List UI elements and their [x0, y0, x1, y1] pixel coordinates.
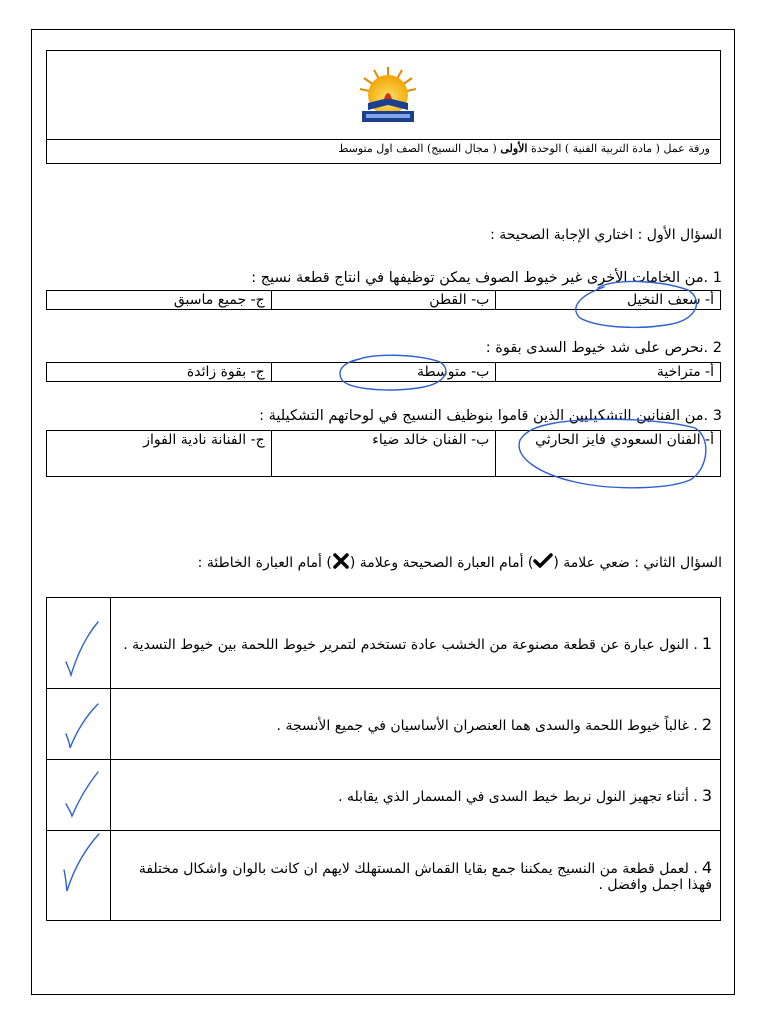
option-c[interactable]: ج- الفنانة نادية الفواز — [47, 431, 272, 477]
question-3: 3 .من الفنانين التشكيليين الذين قاموا بنوظيف النسيج في لوحاتهم التشكيلية : — [259, 408, 722, 424]
option-c[interactable]: ج- بقوة زائدة — [47, 363, 272, 382]
question-1: 1 .من الخامات الأخرى غير خيوط الصوف يمكن توظيفها في انتاج قطعة نسيج : — [251, 270, 722, 286]
statement-text: . غالباً خيوط اللحمة والسدى هما العنصران الأساسيان في جميع الأنسجة . — [276, 717, 698, 734]
table-row — [47, 689, 721, 760]
table-row — [47, 760, 721, 831]
statement-1 — [111, 598, 721, 689]
question-2-options — [46, 362, 721, 382]
answer-cell-2[interactable] — [47, 689, 111, 760]
section2-title-middle: ) أمام العبارة الصحيحة وعلامة ( — [349, 555, 534, 571]
answer-cell-3[interactable] — [47, 760, 111, 831]
caption-unit: الأولى — [500, 142, 528, 155]
section2-title-start: السؤال الثاني : ضعي علامة ( — [553, 555, 722, 571]
statement-number: 1 — [701, 633, 712, 653]
section1-title: السؤال الأول : اختاري الإجابة الصحيحة : — [490, 227, 722, 243]
question-1-options — [46, 290, 721, 310]
answer-cell-4[interactable] — [47, 831, 111, 921]
statement-4 — [111, 831, 721, 921]
true-false-table — [46, 597, 721, 921]
statement-3 — [111, 760, 721, 831]
option-b[interactable]: ب- الفنان خالد ضياء — [271, 431, 496, 477]
statement-number: 3 — [701, 785, 712, 805]
worksheet-header — [46, 50, 721, 164]
worksheet-caption — [338, 142, 710, 155]
table-row — [47, 598, 721, 689]
question-3-options — [46, 430, 721, 477]
option-a[interactable]: أ- متراخية — [496, 363, 721, 382]
question-2: 2 .نحرص على شد خيوط السدى بقوة : — [485, 340, 722, 356]
statement-text: . لعمل قطعة من النسيج يمكننا جمع بقايا القماش المستهلك لايهم ان كانت بالوان واشكال مختلفة فهذا اجمل وافضل . — [138, 861, 712, 893]
section2-title-end: ) أمام العبارة الخاطئة : — [197, 555, 332, 571]
option-a[interactable]: أ- سعف النخيل — [496, 291, 721, 310]
statement-number: 4 — [701, 858, 712, 877]
option-b[interactable]: ب- القطن — [271, 291, 496, 310]
option-c[interactable]: ج- جميع ماسبق — [47, 291, 272, 310]
table-row — [47, 831, 721, 921]
section2-title — [198, 553, 722, 571]
option-a[interactable]: أ- الفنان السعودي فايز الحارثي — [496, 431, 721, 477]
cross-icon — [332, 553, 350, 569]
caption-text: ورقة عمل ( مادة التربية الفنية ) الوحدة — [530, 142, 710, 155]
checkmark-icon — [533, 553, 553, 569]
statement-2 — [111, 689, 721, 760]
statement-text: . النول عبارة عن قطعة مصنوعة من الخشب عادة تستخدم لتمرير خيوط اللحمة بين خيوط التسدية . — [123, 636, 698, 653]
answer-cell-1[interactable] — [47, 598, 111, 689]
statement-number: 2 — [701, 714, 712, 734]
caption-text-end: ( مجال النسيج) الصف اول متوسط — [338, 142, 497, 155]
logo-area — [47, 51, 720, 140]
statement-text: . أثناء تجهيز النول نربط خيط السدى في المسمار الذي يقابله . — [338, 788, 698, 805]
option-b[interactable]: ب- متوسطة — [271, 363, 496, 382]
school-logo-icon — [356, 65, 420, 125]
